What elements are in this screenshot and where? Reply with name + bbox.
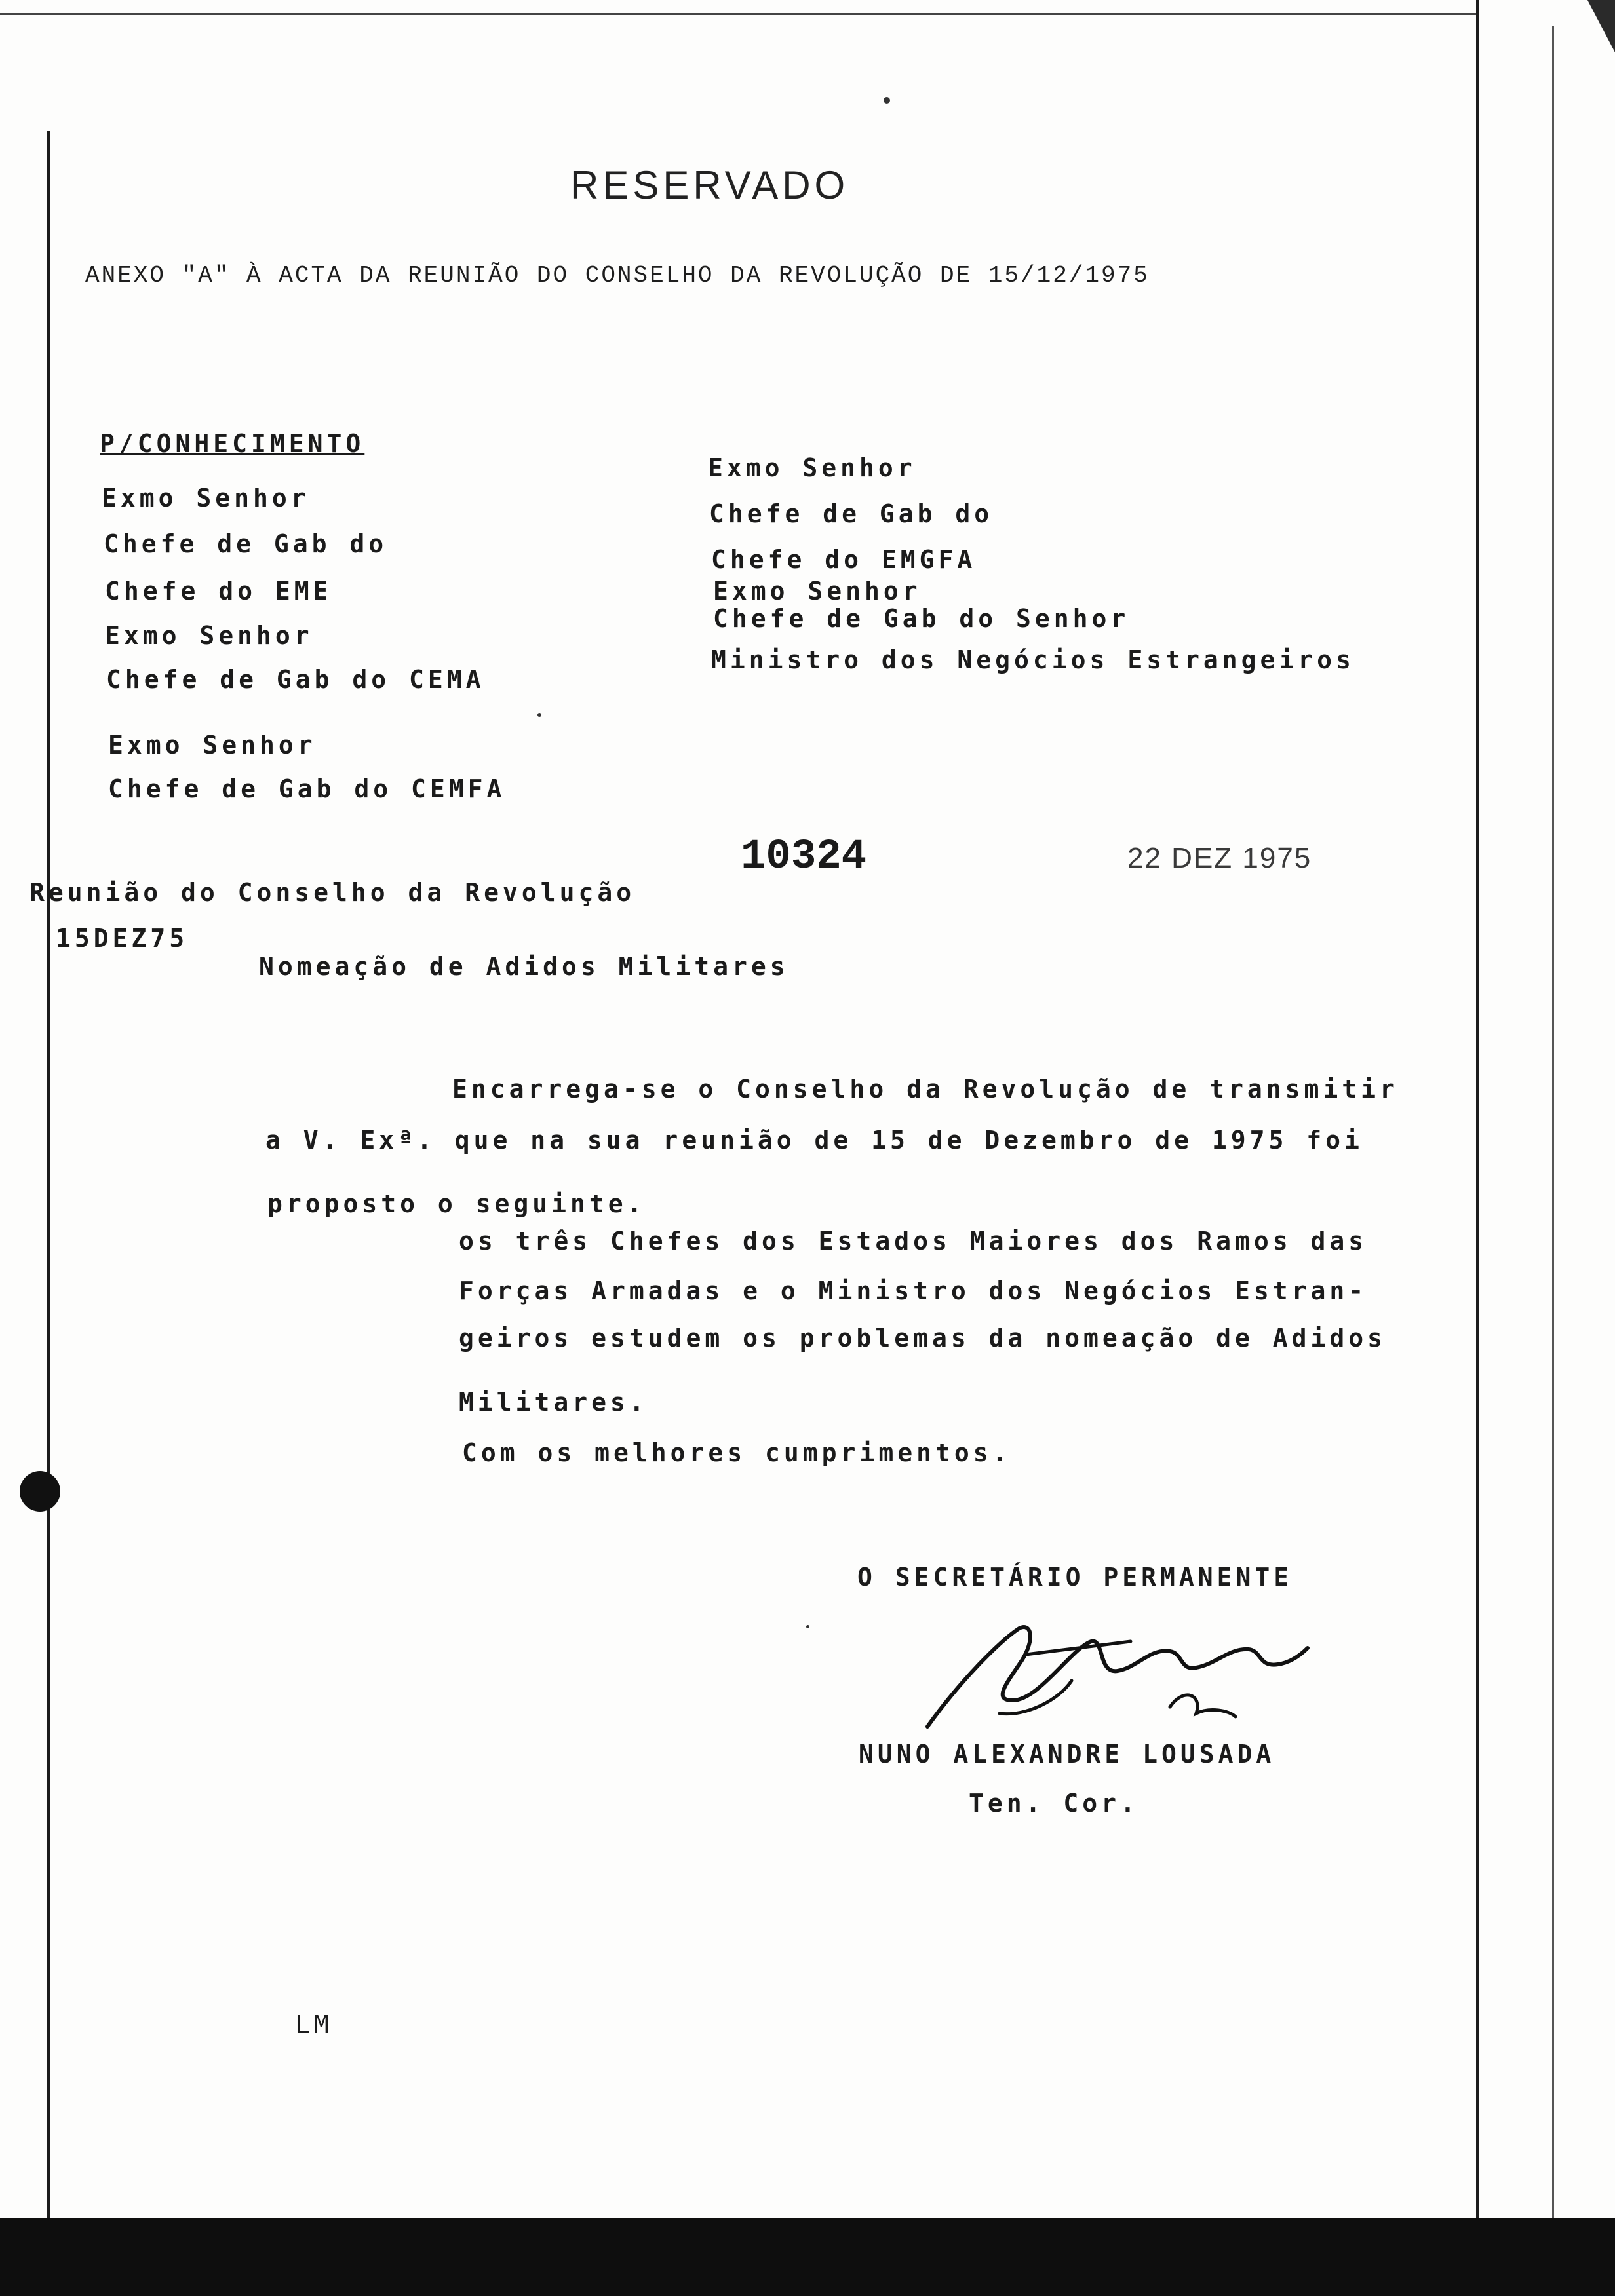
recipient-left-line: Exmo Senhor [102,484,310,512]
annex-title: ANEXO "A" À ACTA DA REUNIÃO DO CONSELHO DA REVOLUÇÃO DE 15/12/1975 [85,262,1150,289]
classification-stamp: RESERVADO [570,163,849,207]
recipient-left-line: Chefe do EME [105,577,332,605]
signatory-rank: Ten. Cor. [969,1789,1139,1818]
body-line: Encarrega-se o Conselho da Revolução de transmitir [452,1075,1399,1103]
closing-line: Com os melhores cumprimentos. [462,1438,1011,1467]
right-outer-edge [1552,26,1554,2218]
scan-speck [537,713,541,717]
handwritten-signature [921,1602,1314,1753]
page-corner-fold [1576,0,1615,52]
recipient-left-line: Exmo Senhor [105,621,313,650]
signatory-name: NUNO ALEXANDRE LOUSADA [859,1740,1275,1769]
body-line: os três Chefes dos Estados Maiores dos Ramos das [459,1227,1368,1255]
recipient-right-line: Chefe de Gab do Senhor [713,604,1130,633]
scan-speck [884,97,890,104]
recipient-left-line: Chefe de Gab do [104,529,388,558]
recipient-right-line: Ministro dos Negócios Estrangeiros [711,645,1355,674]
body-line: geiros estudem os problemas da nomeação de Adidos [459,1324,1387,1352]
recipient-left-line: Exmo Senhor [108,731,317,759]
scan-speck [806,1625,809,1628]
body-line: Forças Armadas e o Ministro dos Negócios Estran- [459,1276,1368,1305]
body-line: Militares. [459,1388,648,1417]
typist-initials: LM [295,2010,333,2039]
for-information-heading: P/CONHECIMENTO [100,429,365,458]
recipient-right-line: Chefe do EMGFA [711,545,977,574]
registration-number: 10324 [741,833,867,881]
subject-line: Nomeação de Adidos Militares [259,952,789,981]
recipient-right-line: Exmo Senhor [713,577,922,605]
recipient-left-line: Chefe de Gab do CEMA [106,665,485,694]
recipient-right-line: Chefe de Gab do [709,499,994,528]
top-scan-edge [0,13,1476,15]
meeting-date-code: 15DEZ75 [56,924,189,953]
body-line: proposto o seguinte. [267,1189,646,1218]
body-line: a V. Exª. que na sua reunião de 15 de Dezembro de 1975 foi [265,1126,1363,1155]
recipient-right-line: Exmo Senhor [708,453,916,482]
signatory-title: O SECRETÁRIO PERMANENTE [857,1563,1293,1592]
left-scan-edge [47,131,50,2218]
punch-hole [20,1471,60,1512]
recipient-left-line: Chefe de Gab do CEMFA [108,775,506,803]
bottom-scan-band [0,2218,1615,2296]
received-date-stamp: 22 DEZ 1975 [1127,842,1312,874]
meeting-reference: Reunião do Conselho da Revolução [29,878,636,907]
right-scan-edge [1476,0,1479,2218]
